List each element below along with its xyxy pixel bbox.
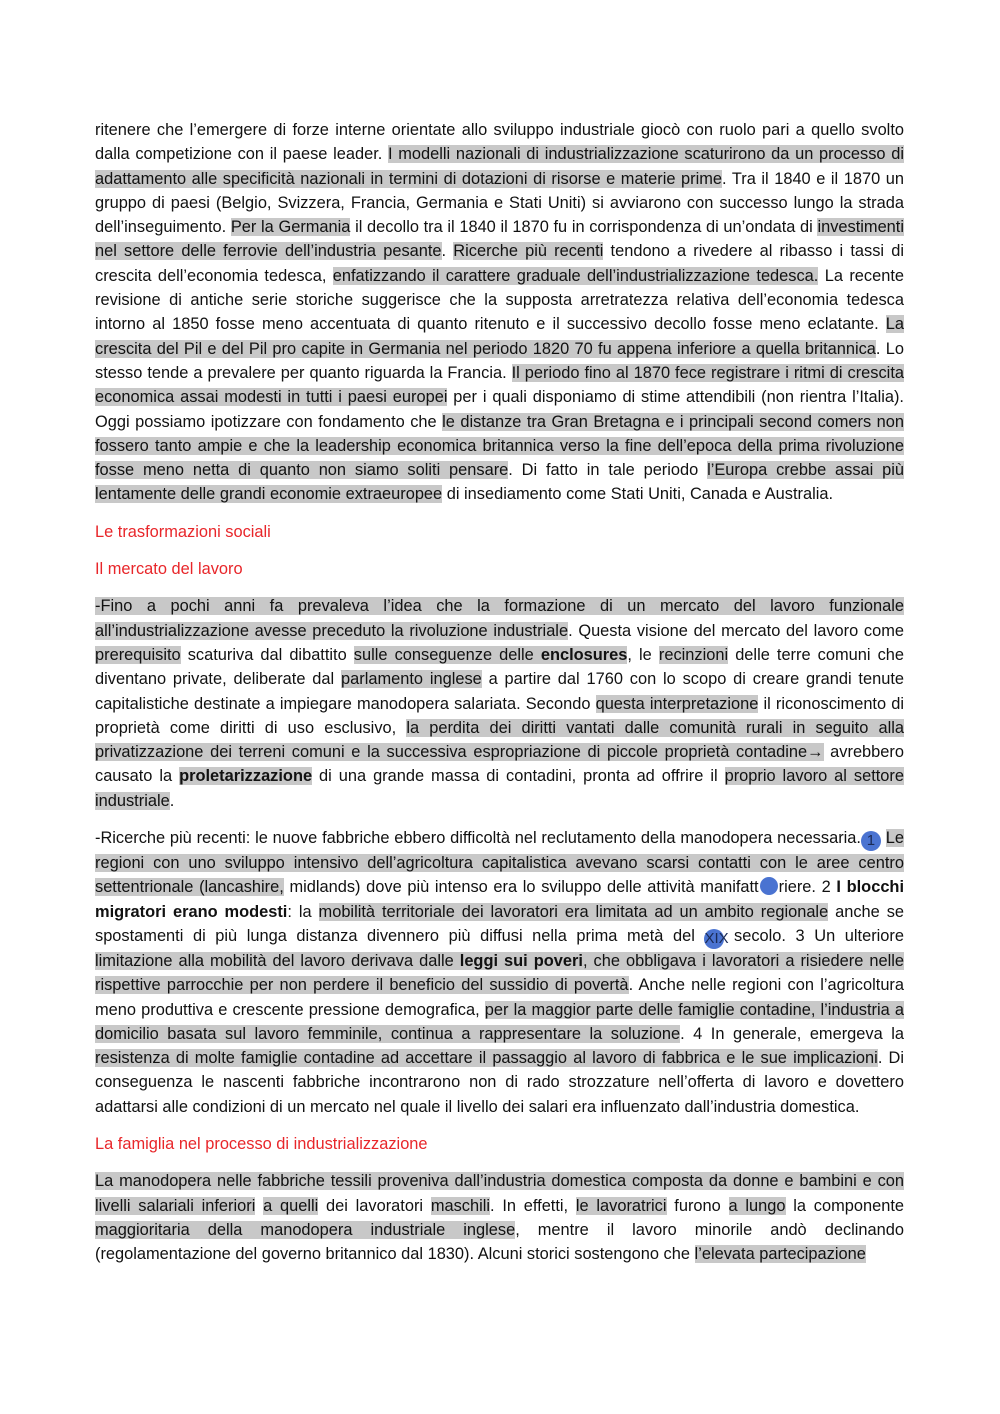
- paragraph-labor-market-traditional-view: [95, 594, 904, 813]
- heading-family-industrialization: La famiglia nel processo di industrializzazione: [95, 1134, 428, 1153]
- text-run: il decollo tra il 1840 il 1870 fu in corrispondenza di un’ondata di: [350, 218, 818, 237]
- text-run: midlands) dove più intenso era lo sviluppo delle attività manifatt: [283, 878, 759, 897]
- paragraph-family-labor: [95, 1169, 904, 1266]
- highlighted-text: Ricerche più recenti: [453, 242, 604, 261]
- highlighted-text: enfatizzando il carattere graduale dell’industrializzazione tedesca.: [332, 266, 819, 285]
- highlighted-text: parlamento inglese: [341, 670, 482, 689]
- text-run: la componente: [785, 1196, 904, 1215]
- highlighted-text: le lavoratrici: [575, 1196, 667, 1215]
- text-run: [255, 1197, 263, 1215]
- text-run: .: [441, 242, 454, 261]
- text-run: per i quali disponiamo di stime attendibili (non rientra l’Italia). Oggi possiamo ipotizzare con fondamento che: [95, 388, 904, 431]
- highlighted-text: La crescita del Pil e del Pil pro capite in Germania nel periodo 1820 70 fu appena inferiore a quella britannica: [95, 315, 904, 358]
- highlighted-text: La manodopera nelle fabbriche tessili proveniva dall’industria domestica composta da donne e bambini e con livelli salariali inferiori: [95, 1172, 904, 1215]
- highlighted-text: l’Europa crebbe assai più lentamente delle grandi economie extraeuropee: [95, 461, 904, 504]
- highlighted-text: le distanze tra Gran Bretagna e i principali second comers non fossero tanto ampie e che la leadership economica britannica verso la fine dell’epoca della prima rivoluzione fosse meno netta di quanto non siamo soliti pensare: [95, 412, 905, 480]
- text-run: scaturiva dal dibattito: [180, 645, 354, 664]
- text-run: di insediamento come Stati Uniti, Canada e Australia.: [442, 485, 834, 504]
- heading-labor-market: Il mercato del lavoro: [95, 560, 243, 579]
- text-run: di una grande massa di contadini, pronta ad offrire il: [312, 767, 725, 786]
- highlighted-text: investimenti nel settore delle ferrovie dell’industria pesante: [95, 218, 904, 261]
- text-run: secolo. 3 Un ulteriore: [724, 926, 904, 945]
- annotation-marker: 1: [861, 831, 881, 851]
- annotation-marker: XIX: [704, 929, 729, 947]
- text-run: . Di conseguenza le nascenti fabbriche incontrarono non di rado strozzature nell’offerta di lavoro e dovettero adattarsi alle condizioni di un mercato nel quale il livello dei salari era influenzato dall’industria domestica.: [95, 1049, 905, 1116]
- page-content: [95, 118, 904, 1279]
- highlighted-text: per la maggior parte delle famiglie contadine, l’industria a domicilio basata sul lavoro femminile, continua a rappresentare la soluzione: [95, 1000, 904, 1043]
- highlighted-text: l’elevata partecipazione: [694, 1245, 866, 1264]
- paragraph-industrialization-models: [95, 118, 904, 507]
- bold-text: I blocchi migratori erano modesti: [95, 878, 904, 921]
- highlighted-text: Le regioni con uno sviluppo intensivo dell’agricoltura capitalistica avevano scarsi contatti con le aree centro settentrionale (lancashire,: [95, 829, 904, 897]
- highlighted-text: recinzioni: [658, 645, 729, 664]
- highlighted-text: resistenza di molte famiglie contadine ad accettare il passaggio al lavoro di fabbrica e le sue implicazioni: [95, 1049, 878, 1068]
- highlighted-text: -Fino a pochi anni fa prevaleva l’idea che la formazione di un mercato del lavoro funzionale all’industrializzazione avesse preceduto la rivoluzione industriale: [95, 597, 904, 640]
- highlighted-text: leggi sui poveri: [459, 951, 583, 970]
- text-run: tendono a rivedere al ribasso i tassi di crescita dell’economia tedesca,: [95, 242, 904, 285]
- heading-social-transformations: Le trasformazioni sociali: [95, 522, 271, 541]
- text-run: ritenere che l’emergere di forze interne orientate allo sviluppo industriale giocò con ruolo pari a quello svolto dalla competizione con il paese leader.: [95, 121, 904, 164]
- text-run: il riconoscimento di proprietà come diritti di uso esclusivo,: [95, 694, 904, 737]
- text-run: riere. 2: [778, 878, 837, 897]
- highlighted-text: limitazione alla mobilità del lavoro derivava dalle: [95, 951, 460, 970]
- text-run: La recente revisione di antiche serie storiche suggerisce che la supposta arretratezza relativa dell’economia tedesca intorno al 1850 fosse meno accentuata di quanto ritenuto e il successivo decollo fosse meno eclatante.: [95, 266, 904, 334]
- text-run: a partire dal 1760 con lo scopo di creare grandi tenute capitalistiche destinate a impiegare manodopera salariata. Secondo: [95, 670, 904, 713]
- highlighted-text: sulle conseguenze delle: [353, 645, 541, 664]
- text-run: . Lo stesso tende a prevalere per quanto riguarda la Francia.: [95, 339, 904, 382]
- highlighted-text: la perdita dei diritti vantati dalle comunità rurali in seguito alla privatizzazione dei terreni comuni e la successiva espropriazione di piccole proprietà contadine→: [95, 718, 904, 762]
- text-run: furono: [666, 1196, 729, 1215]
- text-run: avrebbero causato la: [95, 743, 904, 786]
- highlighted-text: Per la Germania: [230, 218, 351, 237]
- highlighted-text: a quelli: [263, 1196, 319, 1215]
- highlighted-text: enclosures: [540, 645, 628, 664]
- highlighted-text: proprio lavoro al settore industriale: [95, 767, 904, 810]
- text-run: anche se spostamenti di più lunga distanza divennero più diffusi nella prima metà del: [95, 902, 905, 945]
- highlighted-text: maschili: [430, 1196, 491, 1215]
- text-run: delle terre comuni che diventano private, deliberate dal: [95, 645, 904, 689]
- highlighted-text: prerequisito: [95, 645, 181, 664]
- paragraph-labor-market-recent-research: [95, 826, 904, 1119]
- text-run: -Ricerche più recenti: le nuove fabbriche ebbero difficoltà nel reclutamento della manodopera necessaria.: [95, 829, 861, 848]
- text-run: .: [169, 791, 175, 810]
- text-run: dei lavoratori: [318, 1196, 431, 1215]
- highlighted-text: a lungo: [728, 1196, 786, 1215]
- annotation-dot-icon: [760, 877, 778, 895]
- text-run: , mentre il lavoro minorile andò declinando (regolamentazione del governo britannico dal 1830). Alcuni storici sostengono che: [95, 1220, 904, 1264]
- text-run: . Questa visione del mercato del lavoro come: [568, 621, 904, 640]
- text-run: . Anche nelle regioni con l’agricoltura meno produttiva e crescente pressione demografica,: [95, 976, 905, 1019]
- text-run: . Di fatto in tale periodo: [508, 461, 708, 480]
- highlighted-text: I modelli nazionali di industrializzazione scaturirono da un processo di adattamento alle specificità nazionali in termini di dotazioni di risorse e materie prime: [95, 145, 905, 188]
- text-run: . In effetti,: [490, 1196, 576, 1215]
- text-run: . Tra il 1840 e il 1870 un gruppo di paesi (Belgio, Svizzera, Francia, Germania e Stati Uniti) si avviarono con successo lungo la strada dell’inseguimento.: [95, 169, 905, 237]
- text-run: , le: [627, 645, 659, 664]
- highlighted-text: questa interpretazione: [595, 694, 759, 713]
- highlighted-text: mobilità territoriale dei lavoratori era limitata ad un ambito regionale: [318, 902, 829, 921]
- text-run: . 4 In generale, emergeva la: [680, 1024, 904, 1043]
- highlighted-text: proletarizzazione: [179, 767, 313, 786]
- highlighted-text: maggioritaria della manodopera industriale inglese: [95, 1220, 516, 1239]
- highlighted-text: , che obbligava i lavoratori a risiedere nelle rispettive parrocchie per non perdere il beneficio del sussidio di povertà: [95, 951, 904, 995]
- highlighted-text: Il periodo fino al 1870 fece registrare i ritmi di crescita economica assai modesti in tutti i paesi europei: [95, 363, 904, 407]
- text-run: : la: [287, 902, 319, 921]
